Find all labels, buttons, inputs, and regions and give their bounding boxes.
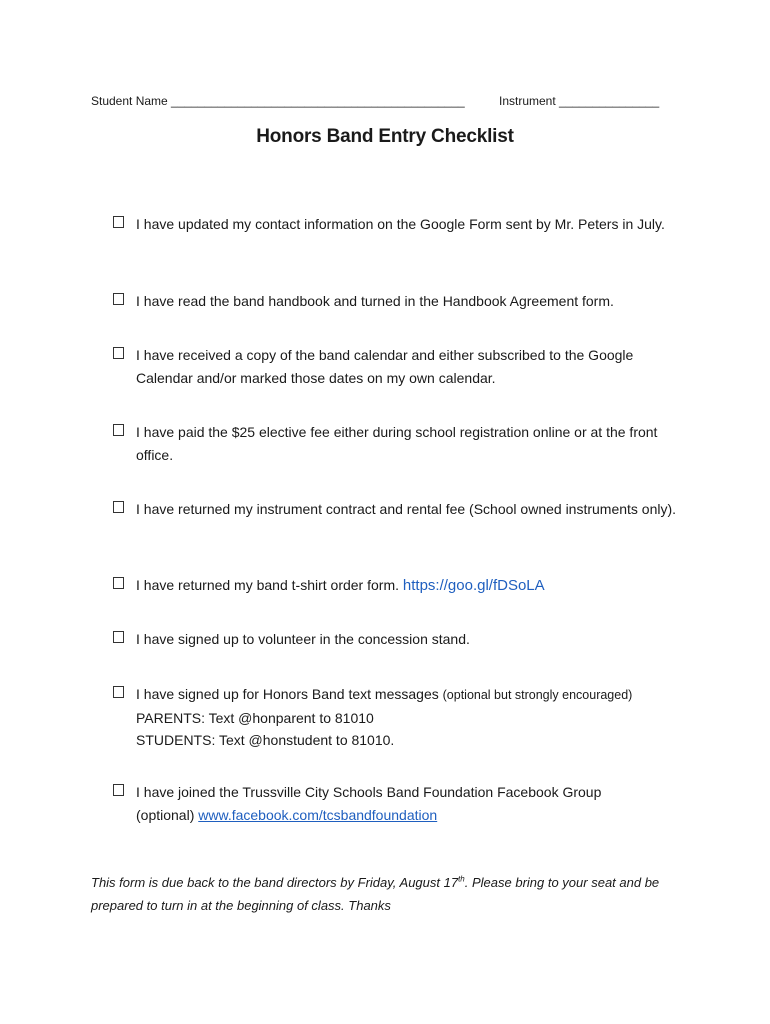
checkbox[interactable] [113,424,124,436]
item-text-main: I have returned my band t-shirt order form. [136,577,399,593]
item-text: I have signed up to volunteer in the concession stand. [136,631,470,647]
checkbox[interactable] [113,577,124,589]
item-note: (optional but strongly encouraged) [442,688,633,702]
item-text [136,683,683,752]
checkbox[interactable] [113,347,124,359]
checklist-item-facebook [113,781,683,826]
student-name-field[interactable]: Student Name ____________________________________________ [91,94,465,108]
header-line [91,94,691,108]
checklist-item-tshirt [113,574,683,598]
checkbox[interactable] [113,216,124,228]
tshirt-form-link[interactable]: https://goo.gl/fDSoLA [402,577,545,594]
checklist-item-instrument-contract [113,498,683,521]
students-text-line: STUDENTS: Text @honstudent to 81010. [136,732,395,748]
item-text-main: I have joined the Trussville City Schools Band Foundation Facebook Group [136,784,602,800]
footer-text-1: This form is due back to the band directors by Friday, August 17 [91,875,459,890]
footer-sup: th [458,874,465,884]
checklist-item-handbook [113,290,683,313]
checkbox[interactable] [113,501,124,513]
footer-text-2: . Please bring to your seat and be prepared to turn in at the beginning of class. Thanks [91,875,660,913]
item-text-main: I have signed up for Honors Band text messages [136,686,439,702]
facebook-link[interactable]: www.facebook.com/tcsbandfoundation [198,806,438,823]
checklist-item-calendar [113,344,683,389]
item-text: I have paid the $25 elective fee either during school registration online or at the front office. [136,424,658,463]
parents-text-line: PARENTS: Text @honparent to 81010 [136,709,374,726]
item-text: I have read the band handbook and turned in the Handbook Agreement form. [136,293,614,309]
checklist-item-elective-fee [113,421,683,466]
item-text: I have returned my instrument contract and rental fee (School owned instruments only). [136,501,677,517]
checkbox[interactable] [113,686,124,698]
checkbox[interactable] [113,631,124,643]
item-text [136,781,683,826]
instrument-field[interactable]: Instrument _______________ [499,94,660,108]
item-text: I have received a copy of the band calendar and either subscribed to the Google Calendar and/or marked those dates on my own calendar. [136,347,634,386]
footer-note [91,872,691,917]
item-text: I have updated my contact information on the Google Form sent by Mr. Peters in July. [136,216,665,232]
checklist-item-contact-info [113,213,683,236]
checklist-item-text-messages [113,683,683,752]
item-prefix: (optional) [136,806,195,823]
page-title: Honors Band Entry Checklist [256,126,514,147]
checkbox[interactable] [113,784,124,796]
checklist-item-concession [113,628,683,651]
checkbox[interactable] [113,293,124,305]
item-text [136,574,683,598]
